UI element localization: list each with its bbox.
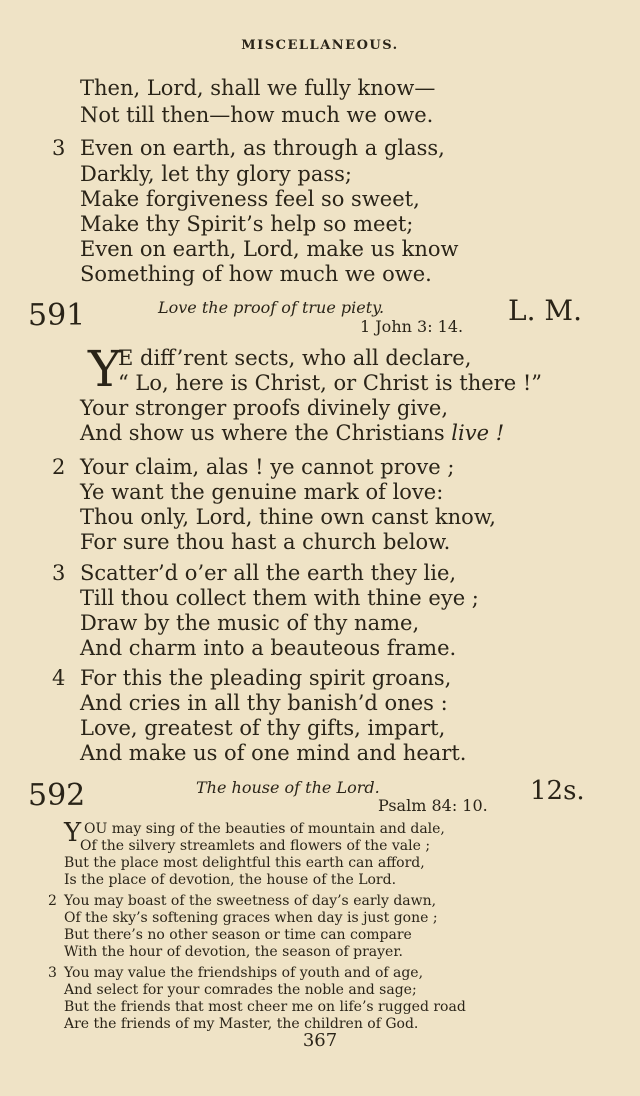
verse-line: And charm into a beauteous frame.	[80, 636, 457, 660]
verse-line: Ye want the genuine mark of love:	[80, 480, 444, 504]
verse-line: Your stronger proofs divinely give,	[80, 396, 448, 420]
verse-line: Scatter’d o’er all the earth they lie,	[80, 561, 457, 585]
scripture-reference: 1 John 3: 14.	[360, 317, 464, 336]
cont-line-2: Not till then—how much we owe.	[80, 103, 434, 127]
scripture-reference: Psalm 84: 10.	[378, 796, 488, 815]
verse-line: Even on earth, as through a glass,	[80, 136, 445, 160]
verse-line: But the place most delightful this earth can afford,	[64, 855, 425, 871]
verse-line: You may boast of the sweetness of day’s early dawn,	[64, 893, 437, 909]
drop-cap: Y	[88, 340, 122, 398]
hymn-number: 592	[28, 778, 86, 813]
verse-line: Even on earth, Lord, make us know	[80, 237, 459, 261]
verse-line: And select for your comrades the noble and sage;	[64, 982, 417, 998]
verse-line	[80, 421, 504, 445]
verse-number: 2	[48, 893, 57, 909]
verse-line: Your claim, alas ! ye cannot prove ;	[80, 455, 455, 479]
verse-line: Love, greatest of thy gifts, impart,	[80, 716, 446, 740]
verse-line: Something of how much we owe.	[80, 262, 432, 286]
verse-line: OU may sing of the beauties of mountain and dale,	[84, 821, 445, 837]
verse-line: For sure thou hast a church below.	[80, 530, 451, 554]
verse-line: You may value the friendships of youth and of age,	[64, 965, 424, 981]
verse-line: But the friends that most cheer me on life’s rugged road	[64, 999, 466, 1015]
verse-line: Thou only, Lord, thine own canst know,	[80, 505, 496, 529]
hymn-title: Love the proof of true piety.	[158, 298, 385, 317]
verse-number: 4	[52, 666, 66, 690]
verse-number: 3	[52, 136, 66, 160]
verse-line: Darkly, let thy glory pass;	[80, 162, 352, 186]
verse-line: “ Lo, here is Christ, or Christ is there !”	[118, 371, 542, 395]
hymn-number: 591	[28, 298, 86, 333]
verse-line: Is the place of devotion, the house of the Lord.	[64, 872, 397, 888]
verse-line: Of the silvery streamlets and flowers of the vale ;	[80, 838, 431, 854]
verse-number: 2	[52, 455, 66, 479]
verse-line: Make thy Spirit’s help so meet;	[80, 212, 414, 236]
verse-line: And make us of one mind and heart.	[80, 741, 467, 765]
verse-line: Draw by the music of thy name,	[80, 611, 420, 635]
verse-line: But there’s no other season or time can compare	[64, 927, 412, 943]
hymn-meter: 12s.	[530, 776, 585, 806]
cont-line-1: Then, Lord, shall we fully know—	[80, 76, 436, 100]
running-header: MISCELLANEOUS.	[241, 38, 399, 53]
verse-line: Of the sky’s softening graces when day is just gone ;	[64, 910, 438, 926]
hymn-title: The house of the Lord.	[196, 778, 380, 797]
verse-line: And cries in all thy banish’d ones :	[80, 691, 448, 715]
verse-number: 3	[48, 965, 57, 981]
emphasis-word: live !	[451, 421, 505, 445]
verse-line: For this the pleading spirit groans,	[80, 666, 452, 690]
verse-line: Make forgiveness feel so sweet,	[80, 187, 420, 211]
drop-cap: Y	[64, 818, 82, 848]
verse-number: 3	[52, 561, 66, 585]
verse-line: With the hour of devotion, the season of prayer.	[64, 944, 403, 960]
verse-text: And show us where the Christians	[80, 421, 452, 445]
page-number: 367	[302, 1030, 338, 1051]
verse-line: Are the friends of my Master, the children of God.	[64, 1016, 419, 1032]
verse-line: Till thou collect them with thine eye ;	[80, 586, 479, 610]
verse-line: E diff’rent sects, who all declare,	[118, 346, 472, 370]
hymn-meter: L. M.	[508, 294, 582, 327]
